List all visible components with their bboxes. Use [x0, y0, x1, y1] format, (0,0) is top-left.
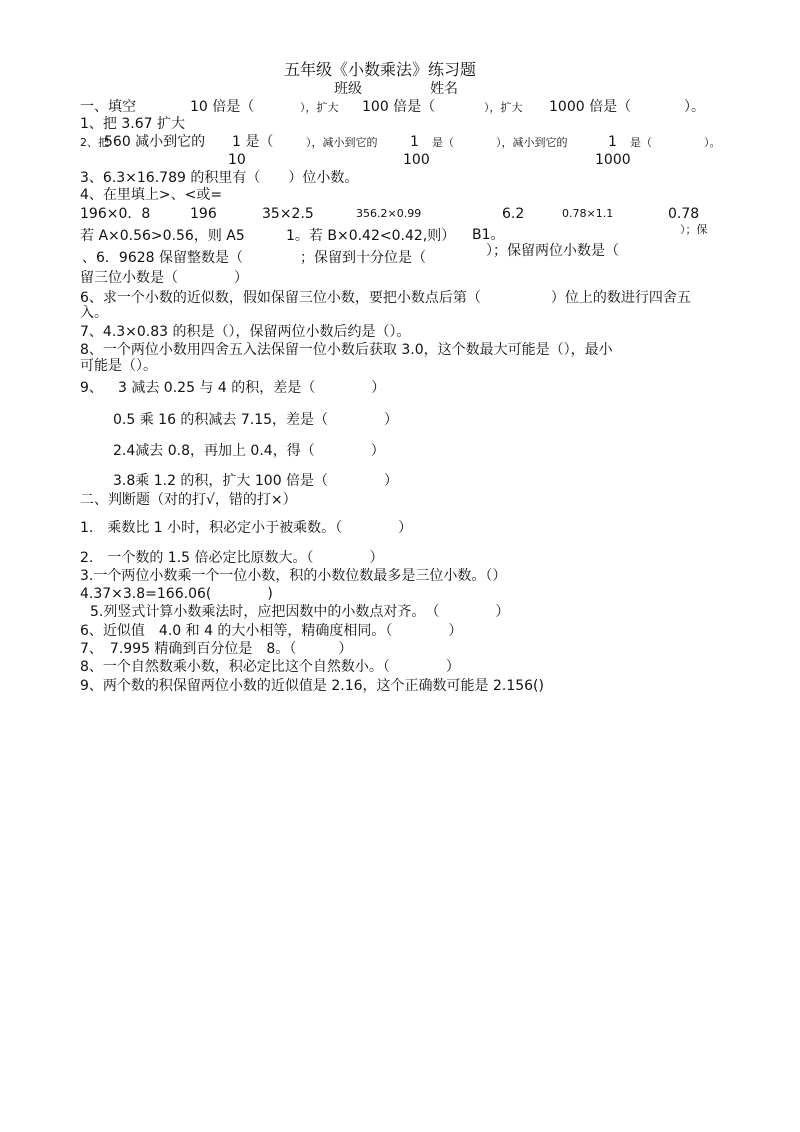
q2-mid-3: ），减小到它的 — [496, 136, 568, 149]
q2-mid-2: 是（ — [432, 136, 454, 149]
judge-item-5: 5.列竖式计算小数乘法时，应把因数中的小数点对齐。 （ ） — [90, 604, 510, 620]
q2-end: 是（ — [630, 136, 652, 149]
judge-item-8: 8、一个自然数乘小数，积必定比这个自然数小。（ ） — [80, 659, 460, 675]
q1-part-c-close: ）。 — [684, 99, 705, 115]
section-heading-fill: 一、填空 — [80, 99, 136, 115]
judge-item-1: 1. 乘数比 1 小时，积必定小于被乘数。（ ） — [80, 520, 413, 536]
q4-compare-7: 0.78 — [668, 206, 700, 222]
q5c-text: 留三位小数是（ ） — [80, 270, 248, 286]
q6-line-1: 6、求一个小数的近似数，假如保留三位小数，要把小数点后第（ ）位上的数进行四舍五 — [80, 290, 691, 306]
q1-part-c: 1000 倍是（ — [549, 99, 632, 115]
class-label: 班级 — [334, 81, 362, 97]
judge-item-2: 2. 一个数的 1.5 倍必定比原数大。（ ） — [80, 550, 384, 566]
q5-part-c: B1。 — [472, 227, 505, 243]
q1-intro: 1、把 3.67 扩大 — [80, 116, 185, 132]
q8-line-1: 8、一个两位小数用四舍五入法保留一位小数后获取 3.0，这个数最大可能是（），最小 — [80, 342, 613, 358]
q5b-part-a: 、6．9628 保留整数是（ — [82, 250, 243, 266]
q2-one-2: 1 — [410, 134, 419, 150]
q9-item-b: 0.5 乘 16 的积减去 7.15，差是（ ） — [113, 412, 399, 428]
q2-one-1: 1 是（ — [232, 134, 274, 150]
q9-number: 9、 — [80, 380, 103, 396]
q3-text: 3、6.3×16.789 的积里有（ ）位小数。 — [80, 170, 359, 186]
q2-one-3: 1 — [608, 134, 617, 150]
q4-compare-2: 196 — [190, 206, 217, 222]
q9-item-a: 3 减去 0.25 与 4 的积，差是（ ） — [118, 380, 386, 396]
judge-item-7: 7、 7.995 精确到百分位是 8。（ ） — [80, 641, 353, 657]
q2-prefix: 2、把 — [80, 136, 109, 149]
q4-compare-4: 356.2×0.99 — [356, 207, 422, 220]
judge-item-4: 4.37×3.8=166.06( ) — [80, 586, 273, 602]
q5-part-b: 1。若 B×0.42<0.42,则） — [286, 228, 456, 244]
q4-compare-5: 6.2 — [502, 206, 525, 222]
q2-end-2: ）。 — [704, 136, 721, 149]
q2-denominator-3: 1000 — [595, 152, 631, 168]
q5-part-d: ）；保 — [680, 223, 708, 236]
page-title: 五年级《小数乘法》练习题 — [284, 60, 477, 79]
q6-line-2: 入。 — [80, 305, 108, 321]
q4-compare-1: 196×0．8 — [80, 206, 151, 222]
q5b-part-c: ）；保留两位小数是（ — [486, 243, 619, 259]
judge-item-9: 9、两个数的积保留两位小数的近似值是 2.16，这个正确数可能是 2.156() — [80, 678, 544, 694]
q4-compare-3: 35×2.5 — [262, 206, 314, 222]
q5b-part-b: ；保留到十分位是（ — [300, 250, 426, 266]
section-heading-judge: 二、判断题（对的打√，错的打×） — [80, 492, 297, 508]
q1-part-a: 10 倍是（ — [190, 99, 255, 115]
q1-part-b-close: ），扩大 — [484, 101, 523, 114]
q2-mid-1: ），减小到它的 — [306, 136, 378, 149]
q1-part-b: 100 倍是（ — [362, 99, 436, 115]
q1-part-a-close: ），扩大 — [300, 101, 339, 114]
q9-item-c: 2.4减去 0.8，再加上 0.4，得（ ） — [113, 443, 385, 459]
q2-denominator-2: 100 — [403, 152, 430, 168]
q9-item-d: 3.8乘 1.2 的积，扩大 100 倍是（ ） — [113, 473, 399, 489]
q2-denominator-1: 10 — [228, 152, 246, 168]
q5-part-a: 若 A×0.56>0.56，则 A5 — [80, 228, 245, 244]
q4-intro: 4、在里填上>、<或= — [80, 187, 223, 203]
judge-item-6: 6、近似值 4.0 和 4 的大小相等，精确度相同。（ ） — [80, 623, 463, 639]
judge-item-3: 3.一个两位小数乘一个一位小数，积的小数位数最多是三位小数。（） — [80, 568, 507, 584]
q2-text: 560 减小到它的 — [104, 134, 206, 150]
q7-text: 7、4.3×0.83 的积是（），保留两位小数后约是（）。 — [80, 324, 411, 340]
q8-line-2: 可能是（）。 — [80, 358, 157, 374]
name-label: 姓名 — [430, 81, 458, 97]
q4-compare-6: 0.78×1.1 — [562, 207, 614, 220]
